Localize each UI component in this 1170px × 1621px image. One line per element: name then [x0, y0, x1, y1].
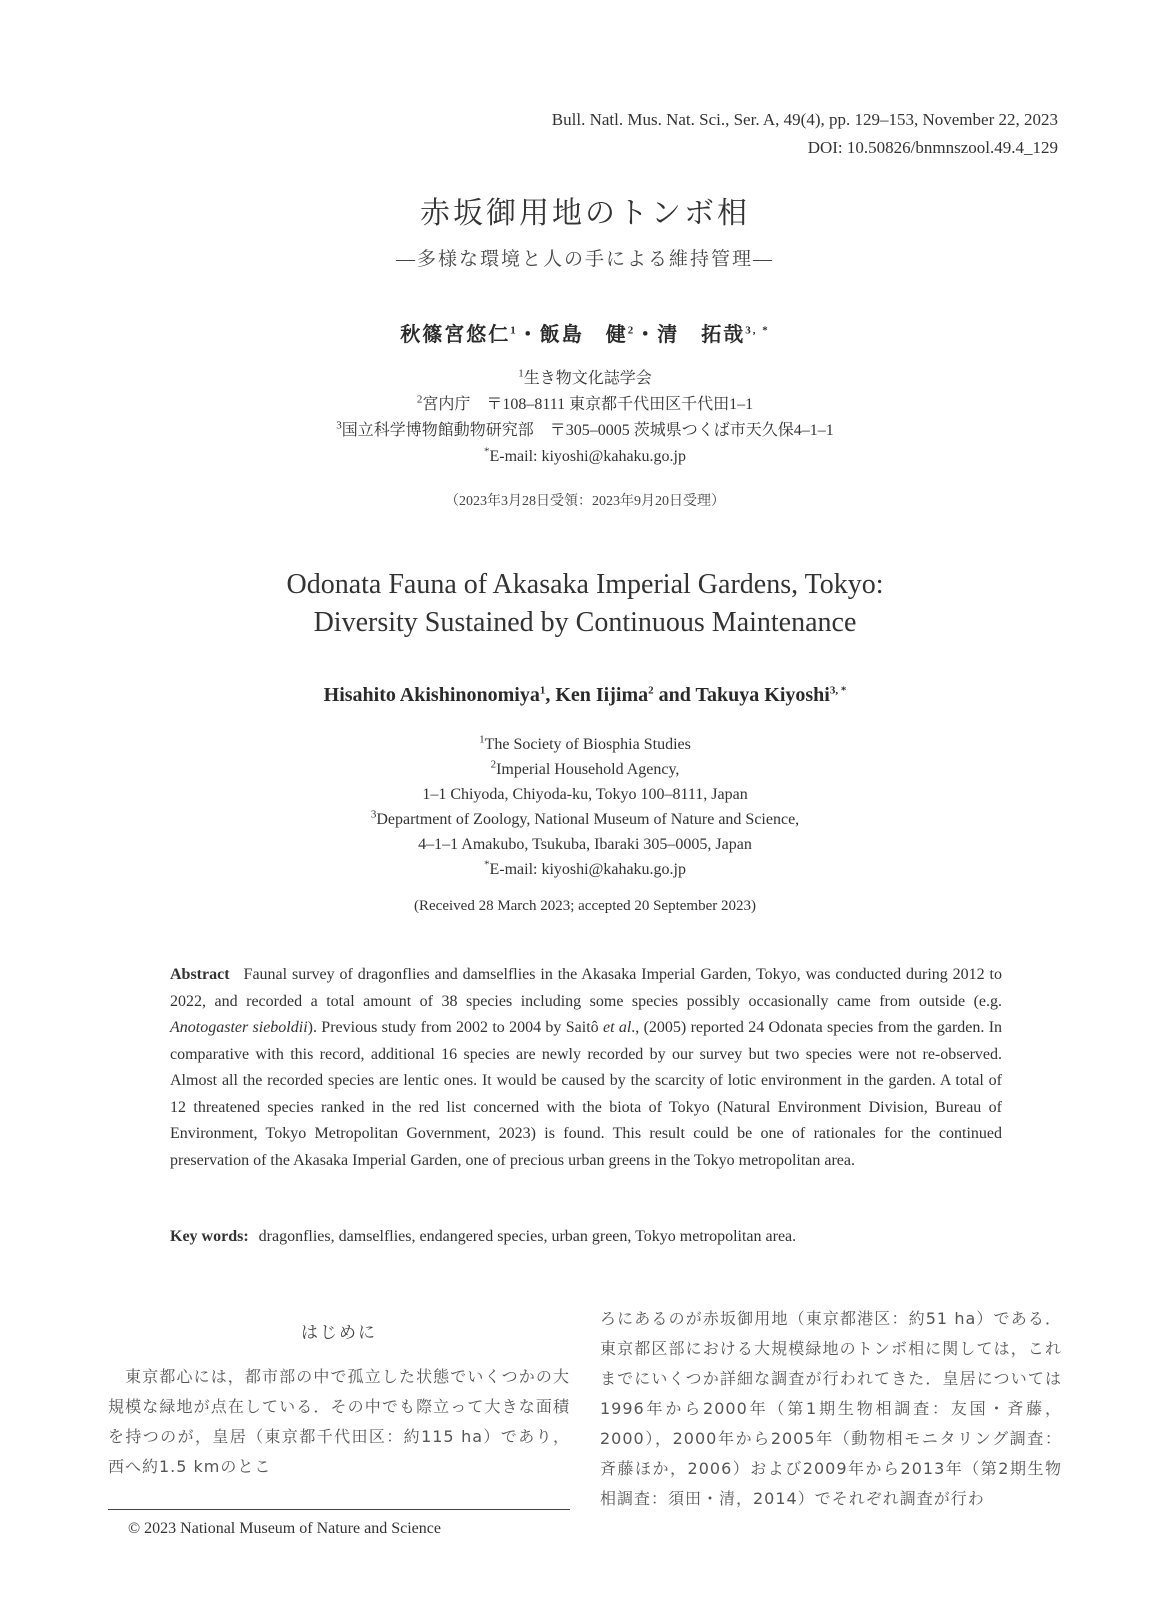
email-text[interactable]: E-mail: kiyoshi@kahaku.go.jp	[489, 861, 686, 878]
affil-text: 4–1–1 Amakubo, Tsukuba, Ibaraki 305–0005, Japan	[418, 836, 752, 853]
abstract-text: ). Previous study from 2002 to 2004 by Saitô	[307, 1019, 603, 1036]
keywords-label: Key words:	[170, 1228, 249, 1245]
affil-sup: 1	[479, 733, 485, 746]
author-name: Ken Iijima	[555, 684, 649, 706]
abstract-text: ., (2005) reported 24 Odonata species from the garden. In comparative with this record, additional 16 species are newly recorded by our survey but two species were not re-observed. Almost all the recorded species are lentic ones. It would be caused by the scarcity of lotic environment in the garden. A total of 12 threatened species ranked in the red list concerned with the biota of Tokyo (Natural Environment Division, Bureau of Environment, Tokyo Metropolitan Government, 2023) is found. This result could be one of rationales for the continued preservation of the Akasaka Imperial Garden, one of precious urban greens in the Tokyo metropolitan area.	[170, 1019, 1003, 1169]
author-sep: ・	[635, 324, 658, 346]
citation: Bull. Natl. Mus. Nat. Sci., Ser. A, 49(4), pp. 129–153, November 22, 2023	[551, 110, 1058, 129]
affil-sup: *	[484, 858, 490, 871]
affil-sup: 2	[490, 758, 497, 771]
affil-sup: 3	[370, 808, 377, 821]
affil-text: Imperial Household Agency,	[496, 761, 680, 778]
author-name: Hisahito Akishinonomiya	[323, 684, 540, 706]
title-line-1: Odonata Fauna of Akasaka Imperial Gardens, Tokyo:	[286, 569, 884, 600]
affil-sup: *	[484, 445, 490, 458]
footnote-rule	[108, 1509, 570, 1510]
email-line	[0, 857, 1170, 882]
author-name: Takuya Kiyoshi	[695, 684, 830, 706]
affiliation-line	[0, 418, 1170, 444]
title-line-2: Diversity Sustained by Continuous Maintenance	[313, 607, 857, 638]
affiliation-line	[0, 757, 1170, 782]
english-title	[0, 566, 1170, 642]
journal-header	[158, 106, 1058, 162]
author-sep: ・	[517, 324, 540, 346]
affil-text: 1–1 Chiyoda, Chiyoda-ku, Tokyo 100–8111, Japan	[422, 786, 748, 803]
author-sep: and	[653, 684, 696, 706]
keywords-text: dragonflies, damselflies, endangered species, urban green, Tokyo metropolitan area.	[258, 1228, 797, 1245]
author-sup: 1	[539, 684, 546, 697]
japanese-subtitle: —多様な環境と人の手による維持管理—	[395, 249, 774, 270]
intro-right-column: ろにあるのが赤坂御用地（東京都港区：約51 ha）である．東京都区部における大規模緑地のトンボ相に関しては，これまでにいくつか詳細な調査が行われてきた．皇居については1996年から2000年（第1期生物相調査：友国・斉藤，2000），2000年から2005年（動物相モニタリング調査：斉藤ほか，2006）および2009年から2013年（第2期生物相調査：須田・清，2014）でそれぞれ調査が行わ	[600, 1309, 1062, 1508]
abstract-text: Faunal survey of dragonflies and damselflies in the Akasaka Imperial Garden, Tokyo, was conducted during 2012 to 2022, and recorded a total amount of 38 species including some species possibly occasionally came from outside (e.g.	[170, 966, 1002, 1010]
keywords	[170, 1228, 1002, 1246]
intro-left-column: 東京都心には，都市部の中で孤立した状態でいくつかの大規模な緑地が点在している．その中でも際立って大きな面積を持つのが，皇居（東京都千代田区：約115 ha）であり，西へ約1.5 kmのとこ	[108, 1367, 570, 1476]
author-name: 秋篠宮悠仁	[400, 324, 511, 346]
affil-text: The Society of Biosphia Studies	[484, 736, 691, 753]
affil-text: 生き物文化誌学会	[523, 370, 652, 387]
japanese-authors	[0, 318, 1170, 347]
intro-heading: はじめに	[301, 1323, 377, 1343]
author-sup: 2	[648, 684, 654, 697]
copyright: © 2023 National Museum of Nature and Science	[128, 1520, 441, 1537]
author-sup: 3, *	[745, 324, 770, 337]
japanese-affiliations	[0, 366, 1170, 470]
affiliation-line	[0, 782, 1170, 807]
english-dates: (Received 28 March 2023; accepted 20 September 2023)	[414, 898, 756, 914]
affiliation-line	[0, 807, 1170, 832]
english-affiliations	[0, 732, 1170, 882]
affiliation-line	[0, 832, 1170, 857]
affil-text: Department of Zoology, National Museum of Nature and Science,	[376, 811, 800, 828]
affil-sup: 2	[416, 393, 423, 406]
et-al: et al	[602, 1019, 632, 1036]
author-sup: 2	[627, 324, 636, 337]
email-line	[0, 444, 1170, 470]
affiliation-line	[0, 732, 1170, 757]
author-name: 飯島 健	[539, 324, 628, 346]
doi: DOI: 10.50826/bnmnszool.49.4_129	[807, 138, 1058, 157]
affil-text: 国立科学博物館動物研究部 〒305–0005 茨城県つくば市天久保4–1–1	[341, 422, 834, 439]
affiliation-line	[0, 392, 1170, 418]
affiliation-line	[0, 366, 1170, 392]
author-sep: ,	[545, 684, 556, 706]
abstract-label: Abstract	[170, 966, 230, 983]
abstract	[170, 962, 1002, 1174]
affil-text: 宮内庁 〒108–8111 東京都千代田区千代田1–1	[422, 396, 754, 413]
affil-sup: 1	[518, 367, 524, 380]
japanese-dates: （2023年3月28日受領：2023年9月20日受理）	[445, 494, 725, 509]
species-name: Anotogaster sieboldii	[170, 1019, 308, 1036]
author-name: 清 拓哉	[657, 324, 746, 346]
japanese-title: 赤坂御用地のトンボ相	[420, 197, 750, 230]
email-text[interactable]: E-mail: kiyoshi@kahaku.go.jp	[489, 448, 686, 465]
author-sup: 3, *	[829, 684, 847, 697]
affil-sup: 3	[336, 419, 342, 432]
english-authors	[0, 684, 1170, 707]
author-sup: 1	[510, 324, 518, 337]
